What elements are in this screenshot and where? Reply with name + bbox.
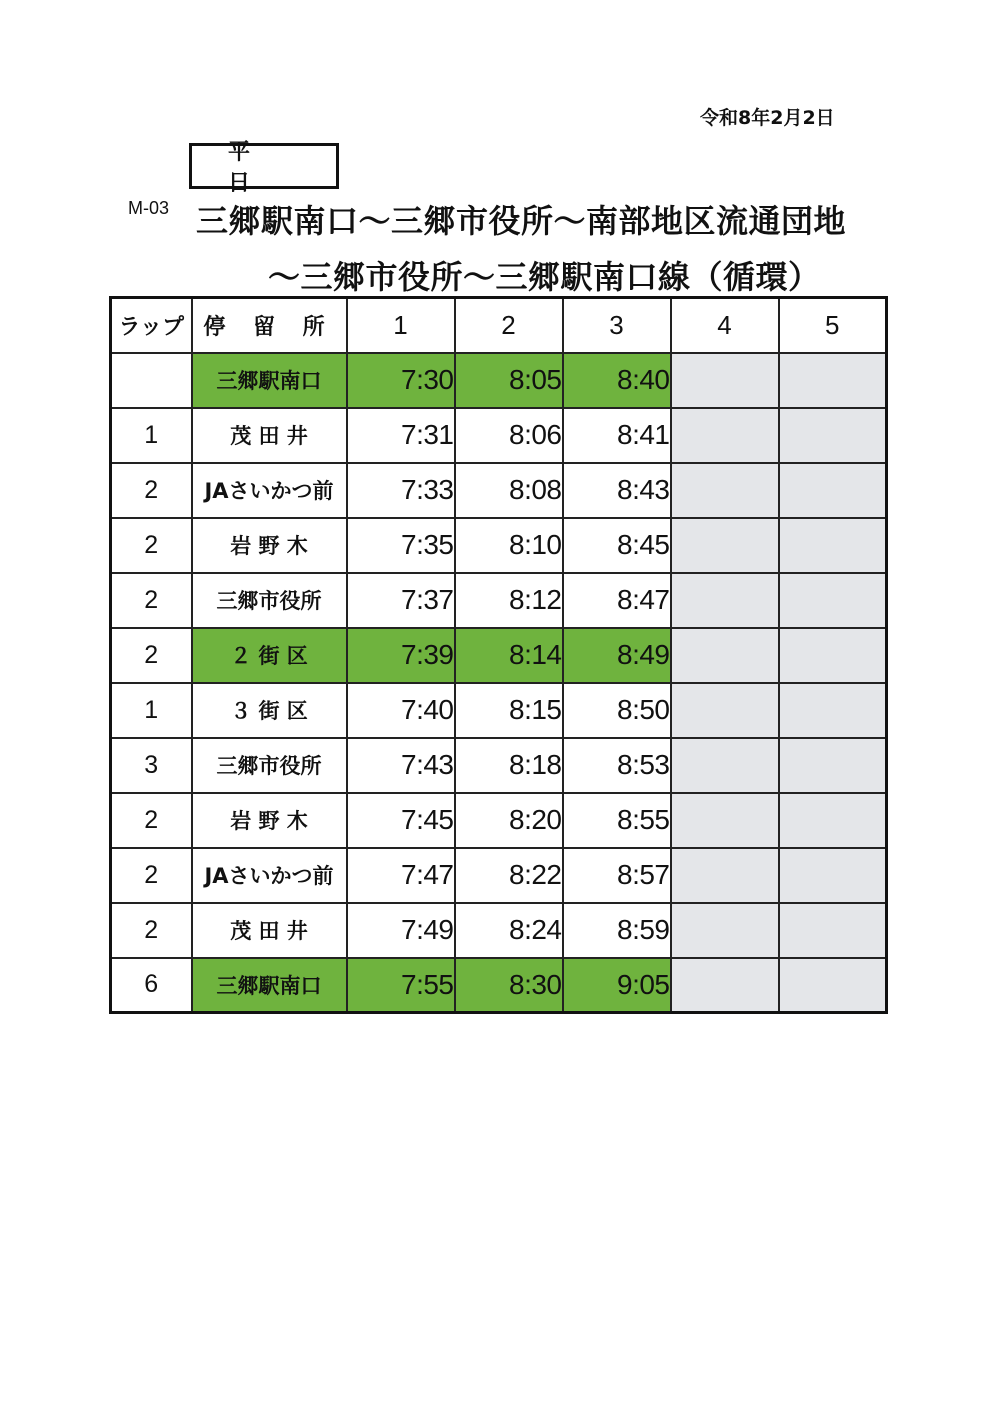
departure-time-cell: 8:12 [455, 573, 563, 628]
departure-time-cell: 7:31 [347, 408, 455, 463]
table-row [111, 683, 887, 738]
empty-trip-cell [779, 573, 887, 628]
departure-time-cell: 8:50 [563, 683, 671, 738]
stop-name-cell: 三郷駅南口 [192, 353, 347, 408]
departure-time-cell: 7:45 [347, 793, 455, 848]
empty-trip-cell [779, 903, 887, 958]
lap-minutes-cell: 2 [111, 903, 192, 958]
empty-trip-cell [779, 408, 887, 463]
empty-trip-cell [779, 738, 887, 793]
departure-time-cell: 9:05 [563, 958, 671, 1013]
departure-time-cell: 7:39 [347, 628, 455, 683]
departure-time-cell: 7:55 [347, 958, 455, 1013]
table-row [111, 738, 887, 793]
empty-trip-cell [779, 848, 887, 903]
empty-trip-cell [671, 518, 779, 573]
route-code: M-03 [128, 198, 170, 218]
stop-name-cell: ３ 街 区 [192, 683, 347, 738]
table-row [111, 848, 887, 903]
empty-trip-cell [671, 353, 779, 408]
stop-column-header: 停 留 所 [192, 298, 347, 353]
table-row [111, 463, 887, 518]
trip-column-header: 5 [779, 298, 887, 353]
departure-time-cell: 7:47 [347, 848, 455, 903]
departure-time-cell: 7:43 [347, 738, 455, 793]
table-row [111, 958, 887, 1013]
empty-trip-cell [779, 353, 887, 408]
trip-column-header: 2 [455, 298, 563, 353]
departure-time-cell: 8:14 [455, 628, 563, 683]
empty-trip-cell [671, 573, 779, 628]
departure-time-cell: 8:47 [563, 573, 671, 628]
lap-minutes-cell: 3 [111, 738, 192, 793]
lap-minutes-cell: 1 [111, 408, 192, 463]
lap-minutes-cell: 2 [111, 573, 192, 628]
empty-trip-cell [671, 738, 779, 793]
departure-time-cell: 8:49 [563, 628, 671, 683]
stop-name-cell: 三郷市役所 [192, 738, 347, 793]
departure-time-cell: 8:57 [563, 848, 671, 903]
trip-column-header: 3 [563, 298, 671, 353]
empty-trip-cell [671, 903, 779, 958]
stop-name-cell: 三郷駅南口 [192, 958, 347, 1013]
empty-trip-cell [671, 628, 779, 683]
departure-time-cell: 8:41 [563, 408, 671, 463]
departure-time-cell: 8:08 [455, 463, 563, 518]
trip-column-header: 1 [347, 298, 455, 353]
stop-name-cell: ２ 街 区 [192, 628, 347, 683]
stop-name-cell: 茂 田 井 [192, 408, 347, 463]
timetable-header-row [111, 298, 887, 353]
departure-time-cell: 7:35 [347, 518, 455, 573]
empty-trip-cell [671, 793, 779, 848]
empty-trip-cell [779, 683, 887, 738]
empty-trip-cell [779, 628, 887, 683]
lap-minutes-cell: 2 [111, 848, 192, 903]
departure-time-cell: 8:55 [563, 793, 671, 848]
lap-minutes-cell: 2 [111, 518, 192, 573]
stop-name-cell: 茂 田 井 [192, 903, 347, 958]
timetable-body [111, 353, 887, 1013]
table-row [111, 518, 887, 573]
empty-trip-cell [671, 683, 779, 738]
empty-trip-cell [779, 958, 887, 1013]
lap-minutes-cell: 2 [111, 793, 192, 848]
departure-time-cell: 8:45 [563, 518, 671, 573]
empty-trip-cell [779, 793, 887, 848]
empty-trip-cell [671, 958, 779, 1013]
departure-time-cell: 8:18 [455, 738, 563, 793]
lap-minutes-cell: 2 [111, 463, 192, 518]
departure-time-cell: 8:15 [455, 683, 563, 738]
route-title-line2: ～三郷市役所～三郷駅南口線（循環） [268, 258, 821, 296]
empty-trip-cell [671, 408, 779, 463]
departure-time-cell: 8:05 [455, 353, 563, 408]
stop-name-cell: 三郷市役所 [192, 573, 347, 628]
lap-minutes-cell: 1 [111, 683, 192, 738]
trip-column-header: 4 [671, 298, 779, 353]
issue-date: 令和8年2月2日 [700, 107, 835, 129]
lap-column-header: ラップ [111, 298, 192, 353]
table-row [111, 903, 887, 958]
timetable [109, 296, 888, 1014]
table-row [111, 793, 887, 848]
stop-name-cell: JAさいかつ前 [192, 848, 347, 903]
departure-time-cell: 8:22 [455, 848, 563, 903]
departure-time-cell: 8:24 [455, 903, 563, 958]
departure-time-cell: 7:33 [347, 463, 455, 518]
lap-minutes-cell [111, 353, 192, 408]
departure-time-cell: 8:59 [563, 903, 671, 958]
stop-name-cell: 岩 野 木 [192, 793, 347, 848]
table-row [111, 628, 887, 683]
lap-minutes-cell: 2 [111, 628, 192, 683]
empty-trip-cell [671, 463, 779, 518]
departure-time-cell: 8:40 [563, 353, 671, 408]
departure-time-cell: 8:10 [455, 518, 563, 573]
departure-time-cell: 7:40 [347, 683, 455, 738]
empty-trip-cell [779, 463, 887, 518]
departure-time-cell: 8:06 [455, 408, 563, 463]
departure-time-cell: 8:20 [455, 793, 563, 848]
empty-trip-cell [779, 518, 887, 573]
day-type-label: 平 日 [189, 143, 339, 189]
stop-name-cell: JAさいかつ前 [192, 463, 347, 518]
lap-minutes-cell: 6 [111, 958, 192, 1013]
departure-time-cell: 8:53 [563, 738, 671, 793]
empty-trip-cell [671, 848, 779, 903]
departure-time-cell: 8:43 [563, 463, 671, 518]
departure-time-cell: 7:30 [347, 353, 455, 408]
table-row [111, 353, 887, 408]
stop-name-cell: 岩 野 木 [192, 518, 347, 573]
route-title-line1: 三郷駅南口～三郷市役所～南部地区流通団地 [196, 202, 847, 240]
table-row [111, 408, 887, 463]
table-row [111, 573, 887, 628]
departure-time-cell: 8:30 [455, 958, 563, 1013]
departure-time-cell: 7:37 [347, 573, 455, 628]
departure-time-cell: 7:49 [347, 903, 455, 958]
